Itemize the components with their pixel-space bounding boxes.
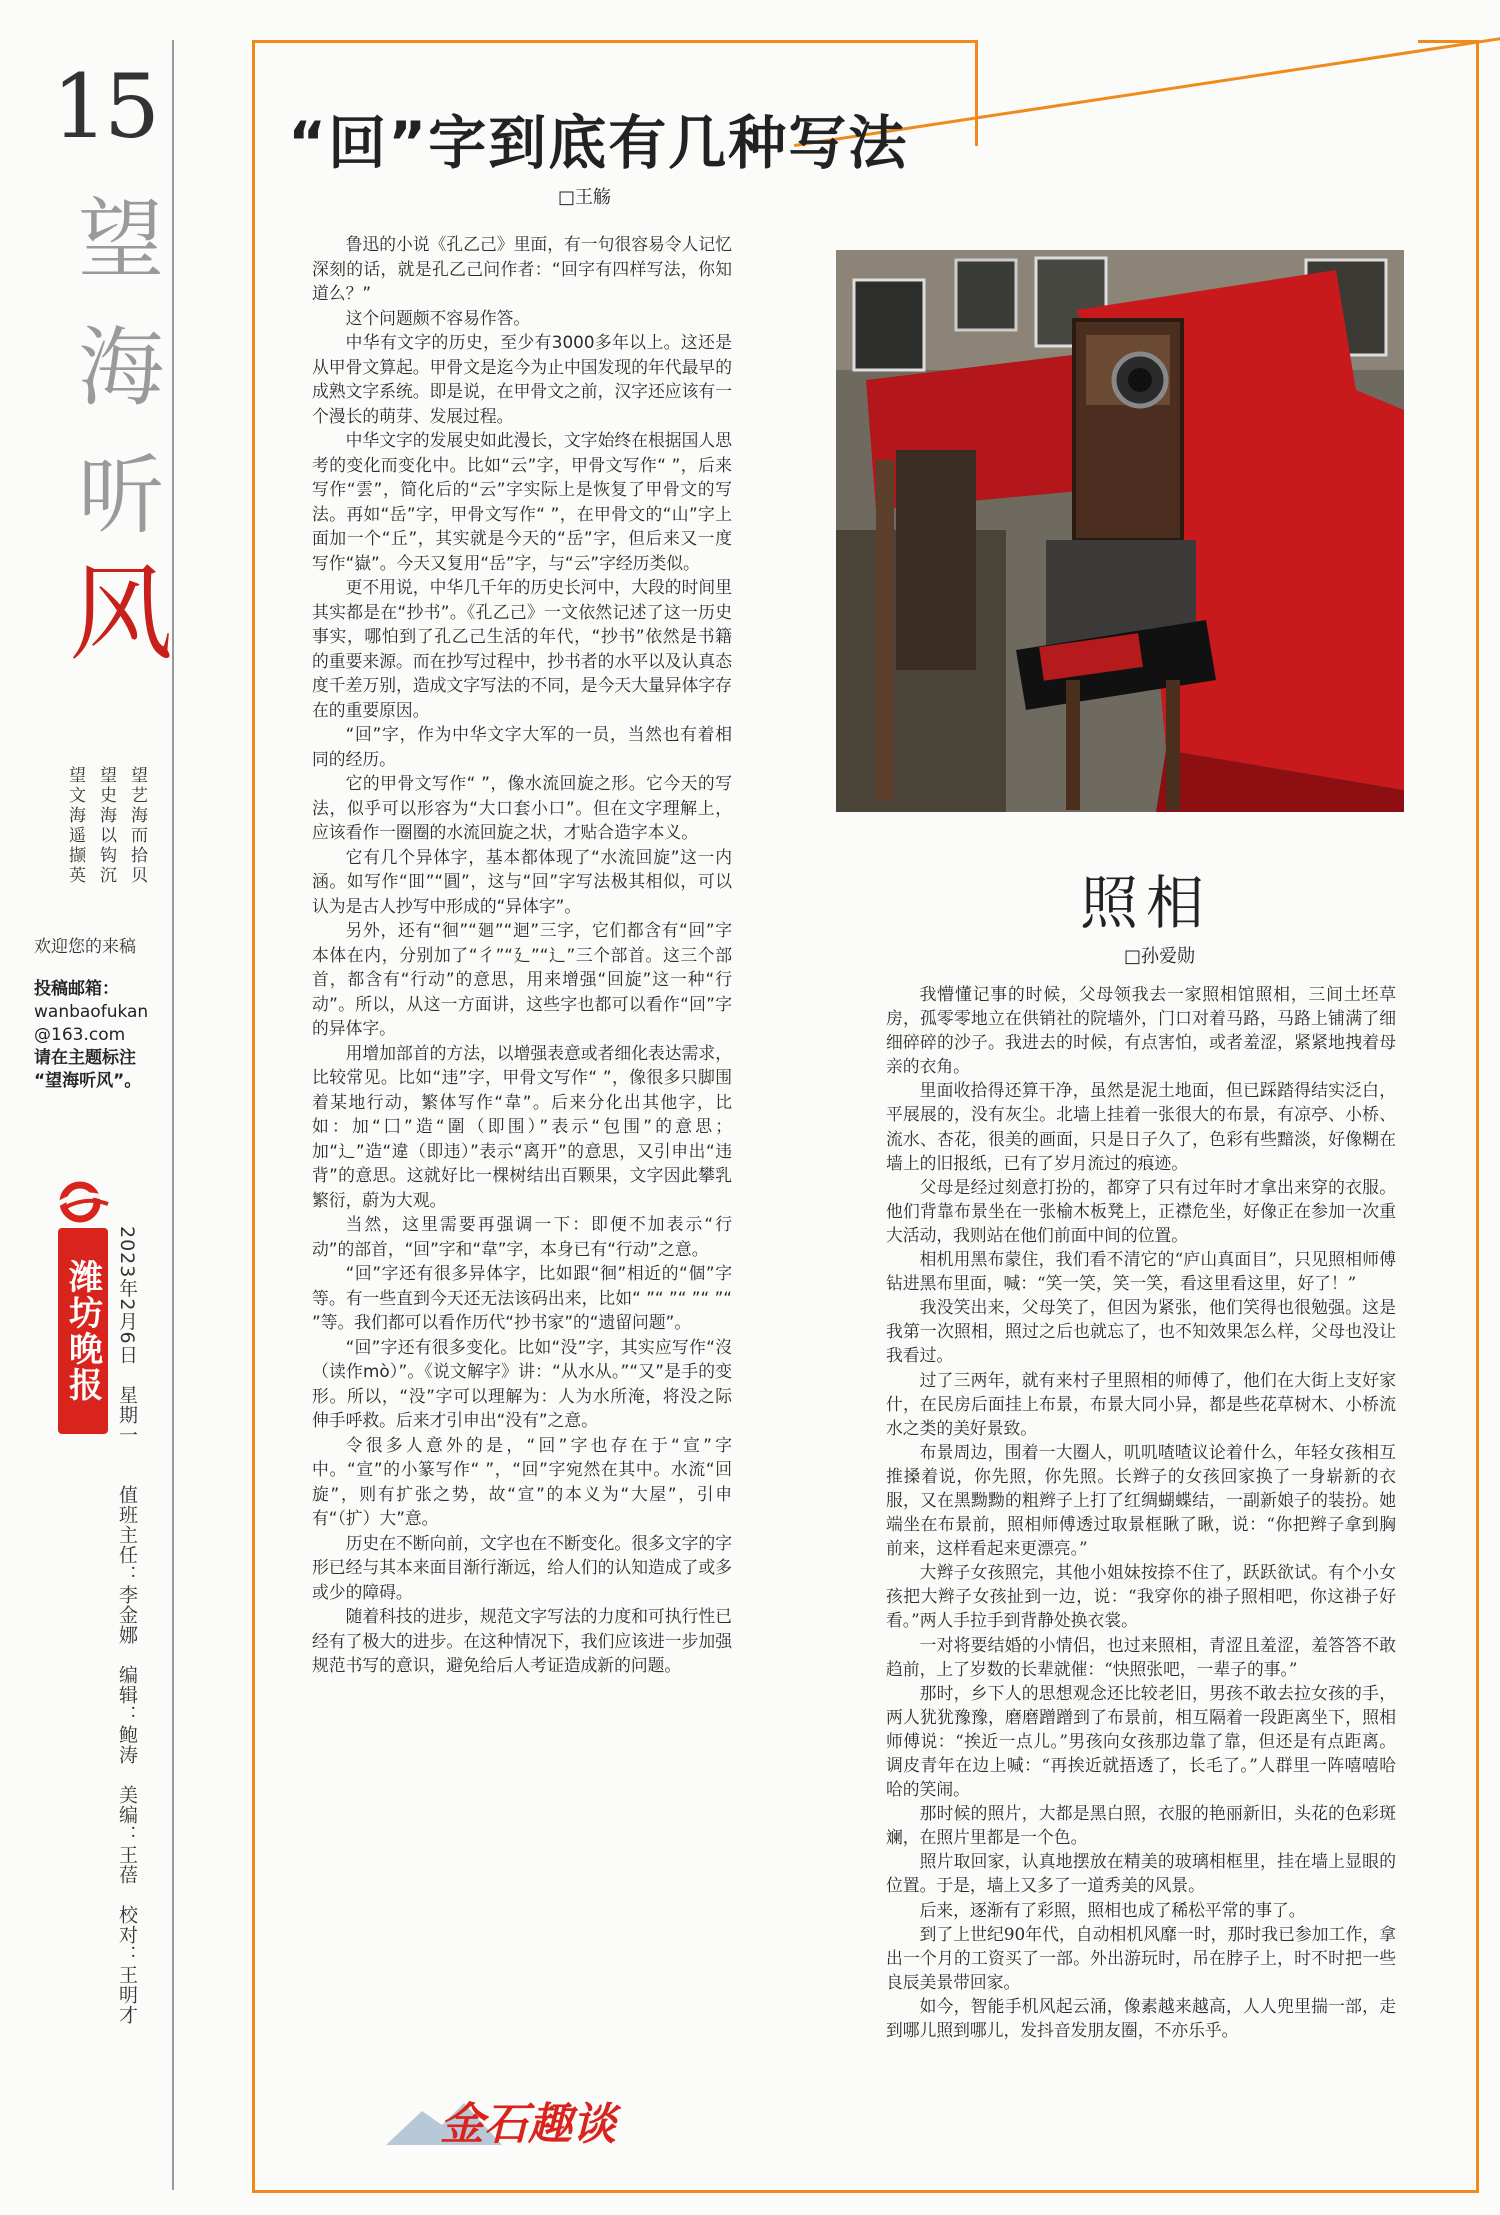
paragraph: “回”字还有很多变化。比如“没”字，其实应写作“沒（读作mò）”。《说文解字》讲：“从水从。”“又”是手的变形。所以，“没”字可以理解为：人为水所淹，将没之际伸手呼救。后来才引申出“没有”之意。 <box>312 1336 732 1430</box>
article-2-author: □孙爱勋 <box>1124 946 1196 967</box>
contact-line: 请在主题标注 <box>34 1048 136 1068</box>
paragraph: 令很多人意外的是，“回”字也存在于“宣”字中。“宣”的小篆写作“ ”，“回”字宛然在其中。水流“回旋”，则有扩张之势，故“宣”的本义为“大屋”，引申有“（扩）大”意。 <box>312 1434 732 1528</box>
article-1-title: “回”字到底有几种写法 <box>288 109 909 177</box>
paragraph: 另外，还有“徊”“廻”“迴”三字，它们都含有“回”字本体在内，分别加了“彳”“廴”“辶”三个部首。这三个部首，都含有“行动”的意思，用来增强“回旋”这一种“行动”。所以，从这一方面讲，这些字也都可以看作“回”字的异体字。 <box>312 920 732 1038</box>
paragraph: 布景周边，围着一大圈人，叽叽喳喳议论着什么，年轻女孩相互推搡着说，你先照，你先照。长辫子的女孩回家换了一身崭新的衣服，又在黑黝黝的粗辫子上打了红绸蝴蝶结，一副新娘子的装扮。她端坐在布景前，照相师傅透过取景框瞅了瞅，说：“你把辫子拿到胸前来，这样看起来更漂亮。” <box>886 1441 1396 1559</box>
article-2-title: 照相 <box>1080 869 1213 937</box>
newspaper-name: 潍坊晚报 <box>58 1228 108 1434</box>
column-title-char-4: 风 <box>68 553 173 675</box>
paragraph: 那时候的照片，大都是黑白照，衣服的艳丽新旧，头花的色彩斑斓，在照片里都是一个色。 <box>886 1803 1396 1848</box>
frame-line <box>975 40 978 146</box>
paragraph: 它有几个异体字，基本都体现了“水流回旋”这一内涵。如写作“囬”“圓”，这与“回”字写法极其相似，可以认为是古人抄写中形成的“异体字”。 <box>312 846 732 916</box>
paragraph: 中华文字的发展史如此漫长，文字始终在根据国人思考的变化而变化中。比如“云”字，甲骨文写作“ ”，后来写作“雲”，简化后的“云”字实际上是恢复了甲骨文的写法。再如“岳”字，甲骨文写作“ ”，在甲骨文的“山”字上面加一个“丘”，其实就是今天的“岳”字，但后来又一度写作“嶽”。今天又复用“岳”字，与“云”字经历类似。 <box>312 430 732 573</box>
paragraph: 用增加部首的方法，以增强表意或者细化表达需求，比较常见。比如“违”字，甲骨文写作“ ”，像很多只脚围着某地行动，繁体写作“韋”。后来分化出其他字，比如：加“囗”造“圍（即围）”表示“包围”的意思；加“辶”造“違（即违）”表示“离开”的意思，又引申出“违背”的意思。这就好比一棵树结出百颗果，文字因此攀乳繁衍，蔚为大观。 <box>312 1042 732 1210</box>
frame-line <box>252 2190 1478 2193</box>
paragraph: “回”字还有很多异体字，比如跟“徊”相近的“個”字等。有一些直到今天还无法该码出来，比如“ ”“ ”“ ”“ ”“ ”等。我们都可以看作历代“抄书家”的“遗留问题”。 <box>312 1263 732 1332</box>
paragraph: 更不用说，中华几千年的历史长河中，大段的时间里其实都是在“抄书”。《孔乙己》一文依然记述了这一历史事实，哪怕到了孔乙己生活的年代，“抄书”依然是书籍的重要来源。而在抄写过程中，抄书者的水平以及认真态度千差万别，造成文字写法的不同，是今天大量异体字存在的重要原因。 <box>312 577 732 720</box>
old-camera-photo <box>836 250 1404 812</box>
subsection-1: 望文海遥撷英 <box>65 766 85 886</box>
paragraph: 大辫子女孩照完，其他小姐妹按捺不住了，跃跃欲试。有个小女孩把大辫子女孩扯到一边，说：“我穿你的褂子照相吧，你这褂子好看。”两人手拉手到背静处换衣裳。 <box>886 1562 1396 1631</box>
paragraph: 如今，智能手机风起云涌，像素越来越高，人人兜里揣一部，走到哪儿照到哪儿，发抖音发朋友圈，不亦乐乎。 <box>886 1995 1396 2041</box>
newspaper-logo-icon <box>54 1178 112 1224</box>
contact-info <box>34 978 174 1093</box>
subsection-2: 望史海以钩沉 <box>96 766 116 886</box>
frame-line <box>252 40 978 43</box>
paragraph: 照片取回家，认真地摆放在精美的玻璃相框里，挂在墙上显眼的位置。于是，墙上又多了一道秀美的风景。 <box>886 1851 1396 1896</box>
paragraph: 一对将要结婚的小情侣，也过来照相，青涩且羞涩，羞答答不敢趋前，上了岁数的长辈就催：“快照张吧，一辈子的事。” <box>886 1634 1396 1679</box>
paragraph: 后来，逐渐有了彩照，照相也成了稀松平常的事了。 <box>919 1899 1306 1920</box>
paragraph: 相机用黑布蒙住，我们看不清它的“庐山真面目”，只见照相师傅钻进黑布里面，喊：“笑一笑，笑一笑，看这里看这里，好了！” <box>886 1249 1396 1294</box>
article-2-body <box>886 982 1396 2042</box>
welcome-text: 欢迎您的来稿 <box>34 937 136 957</box>
page-number: 15 <box>52 55 156 158</box>
contact-line: “望海听风”。 <box>34 1071 142 1091</box>
column-title-char-2: 海 <box>78 318 164 418</box>
frame-line <box>1476 40 1479 2193</box>
paragraph: 我懵懂记事的时候，父母领我去一家照相馆照相，三间土坯草房，孤零零地立在供销社的院墙外，门口对着马路，马路上铺满了细细碎碎的沙子。我进去的时候，有点害怕，或者羞涩，紧紧地拽着母亲的衣角。 <box>886 984 1396 1077</box>
paragraph: 鲁迅的小说《孔乙己》里面，有一句很容易令人记忆深刻的话，就是孔乙己问作者：“回字有四样写法，你知道么？” <box>312 234 732 303</box>
paragraph: 历史在不断向前，文字也在不断变化。很多文字的字形已经与其本来面目渐行渐远，给人们的认知造成了或多或少的障碍。 <box>312 1532 732 1602</box>
contact-email[interactable]: wanbaofukan <box>34 1002 149 1022</box>
paragraph: 过了三两年，就有来村子里照相的师傅了，他们在大街上支好家什，在民房后面挂上布景，布景大同小异，都是些花草树木、小桥流水之类的美好景致。 <box>886 1369 1396 1438</box>
column-subsections <box>44 766 169 902</box>
paragraph: 到了上世纪90年代，自动相机风靡一时，那时我已参加工作，拿出一个月的工资买了一部。外出游玩时，吊在脖子上，时不时把一些良辰美景带回家。 <box>886 1923 1396 1992</box>
paragraph: 随着科技的进步，规范文字写法的力度和可执行性已经有了极大的进步。在这种情况下，我们应该进一步加强规范书写的意识，避免给后人考证造成新的问题。 <box>312 1606 732 1675</box>
frame-line <box>252 40 255 2193</box>
column-title-char-1: 望 <box>78 190 164 290</box>
paragraph: 我没笑出来，父母笑了，但因为紧张，他们笑得也很勉强。这是我第一次照相，照过之后也就忘了，也不知效果怎么样，父母也没让我看过。 <box>886 1297 1396 1366</box>
contact-line: 投稿邮箱： <box>34 979 119 999</box>
issue-staff-info: 2023年2月6日 星期一 值班主任：李金娜 编辑：鲍涛 美编：王蓓 校对：王明才 <box>116 1226 138 2025</box>
section-label-text: 金石趣谈 <box>440 2099 616 2150</box>
paragraph: 父母是经过刻意打扮的，都穿了只有过年时才拿出来穿的衣服。他们背靠布景坐在一张榆木板凳上，正襟危坐，好像正在参加一次重大活动，我则站在他们前面中间的位置。 <box>886 1176 1396 1245</box>
article-1-body <box>312 232 732 1678</box>
contact-email-domain[interactable]: @163.com <box>34 1025 126 1045</box>
column-title-char-3: 听 <box>78 446 164 546</box>
paragraph: 中华有文字的历史，至少有3000多年以上。这还是从甲骨文算起。甲骨文是迄今为止中国发现的年代最早的成熟文字系统。即是说，在甲骨文之前，汉字还应该有一个漫长的萌芽、发展过程。 <box>312 332 732 426</box>
article-1-author: □王觞 <box>558 187 612 208</box>
paragraph: 当然，这里需要再强调一下：即便不加表示“行动”的部首，“回”字和“韋”字，本身已有“行动”之意。 <box>312 1214 732 1259</box>
section-label-jinshi <box>382 2085 692 2155</box>
paragraph: 那时，乡下人的思想观念还比较老旧，男孩不敢去拉女孩的手，两人犹犹豫豫，磨磨蹭蹭到了布景前，相互隔着一段距离坐下，照相师傅说：“挨近一点儿。”男孩向女孩那边靠了靠，但还是有点距离。调皮青年在边上喊：“再挨近就捂透了，长毛了。”人群里一阵嘻嘻哈哈的笑闹。 <box>886 1682 1396 1800</box>
paragraph: 它的甲骨文写作“ ”，像水流回旋之形。它今天的写法，似乎可以形容为“大口套小口”。但在文字理解上，应该看作一圈圈的水流回旋之状，才贴合造字本义。 <box>312 773 732 842</box>
paragraph: “回”字，作为中华文字大军的一员，当然也有着相同的经历。 <box>312 724 732 769</box>
paragraph: 这个问题颇不容易作答。 <box>345 307 531 328</box>
paragraph: 里面收拾得还算干净，虽然是泥土地面，但已踩踏得结实泛白，平展展的，没有灰尘。北墙上挂着一张很大的布景，有凉亭、小桥、流水、杏花，很美的画面，只是日子久了，色彩有些黯淡，好像糊在墙上的旧报纸，已有了岁月流过的痕迹。 <box>886 1080 1396 1173</box>
subsection-3: 望艺海而拾贝 <box>127 766 147 886</box>
frame-line <box>1418 40 1478 43</box>
